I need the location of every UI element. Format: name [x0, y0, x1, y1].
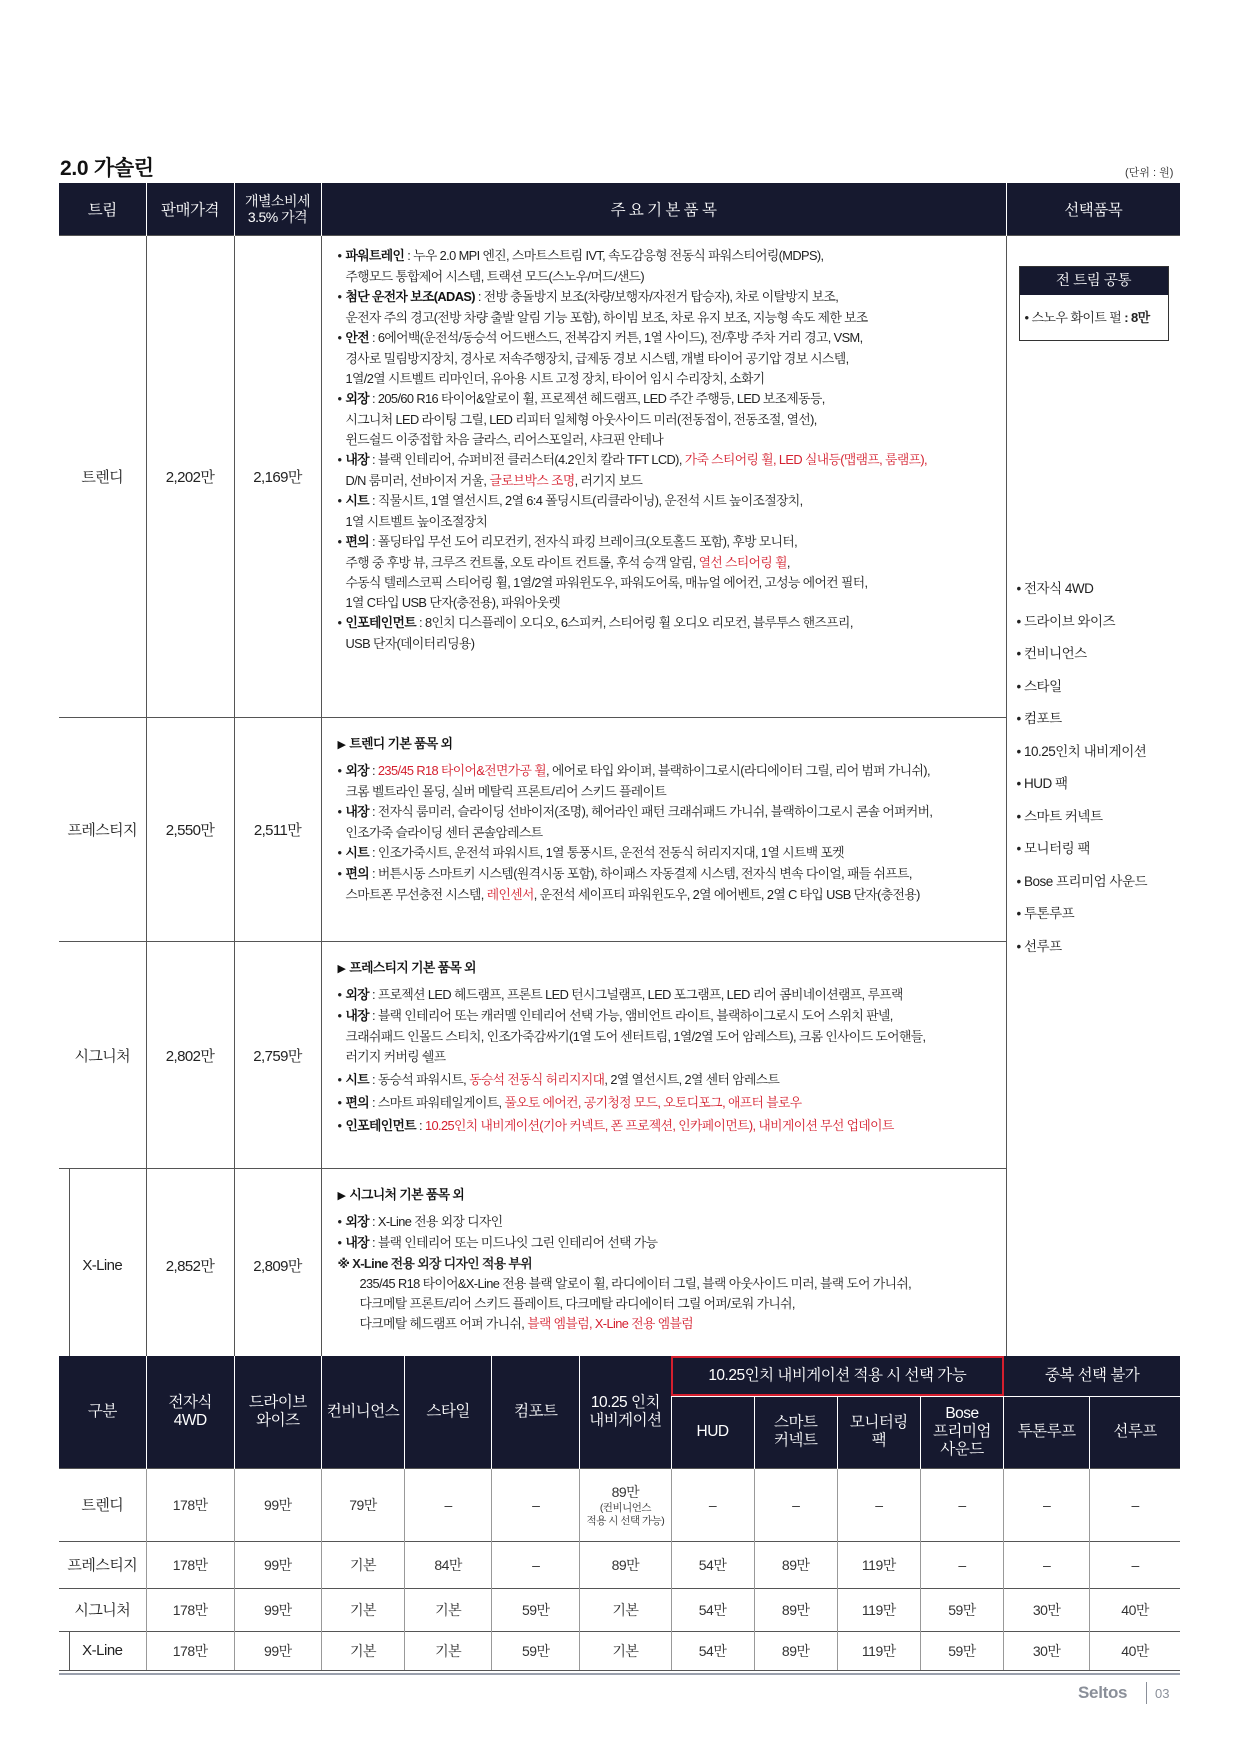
price-cell: 기본: [321, 1588, 404, 1631]
header-convenience: 컨비니언스: [321, 1356, 404, 1468]
price-cell: 89만: [580, 1541, 671, 1588]
header-features: 주 요 기 본 품 목: [321, 183, 1006, 236]
signature-features: ▶ 프레스티지 기본 품목 외 • 외장 : 프로젝션 LED 헤드램프, 프론트 LED 턴시그널램프, LED 포그램프, LED 리어 콤비네이션램프, 루프랙 • 내장 : 블랙 인테리어 또는 캐러멜 인테리어 선택 가능, 앰비언트 라이트, 블랙하이그로시 도어 스위치 판넬, 크래쉬패드 인몰드 스티치, 인조가죽감싸기(1열 도어 센터트림, 1열/2열 도어 암레스트), 크롬 인사이드 도어핸들, 러기지 커버링 쉘프 • 시트 : 동승석 파워시트, 동승석 전동식 허리지지대, 2열 열선시트, 2열 센터 암레스트 • 편의 : 스마트 파워테일게이트, 풀오토 에어컨, 공기청정 모드, 오토디포그, 애프터 블로우 • 인포테인먼트 : 10.25인치 내비게이션(기아 커넥트, 폰 프로젝션, 인카페이먼트), 내비게이션 무선 업데이트: [321, 942, 1006, 1169]
price-cell: 40만: [1090, 1631, 1180, 1670]
header-4wd: 전자식 4WD: [146, 1356, 234, 1468]
table-row: [59, 1468, 1180, 1541]
price-cell: 54만: [671, 1588, 754, 1631]
section-title: 2.0 가솔린: [60, 157, 154, 180]
header-two-tone-roof: 투톤루프: [1004, 1396, 1090, 1468]
price-cell: 84만: [405, 1541, 492, 1588]
trim-tax-price: 2,169만: [234, 236, 321, 718]
price-cell: –: [837, 1468, 920, 1541]
price-cell: 89만: [754, 1588, 837, 1631]
header-trim: 트림: [59, 183, 146, 236]
price-cell: 기본: [405, 1631, 492, 1670]
price-cell: 기본: [580, 1588, 671, 1631]
price-cell: 기본: [405, 1588, 492, 1631]
trim-name: 프레스티지: [59, 718, 146, 942]
footer-divider: [59, 1673, 1180, 1675]
trendy-features: • 파워트레인 : 누우 2.0 MPI 엔진, 스마트스트림 IVT, 속도감응형 전동식 파워스티어링(MDPS), 주행모드 통합제어 시스템, 트랙션 모드(스노우/머드/샌드) • 첨단 운전자 보조(ADAS) : 전방 충돌방지 보조(차량/보행자/자전거 탑승자), 차로 이탈방지 보조, 운전자 주의 경고(전방 차량 출발 알림 기능 포함), 하이빔 보조, 차로 유지 보조, 지능형 속도 제한 보조 • 안전 : 6에어백(운전석/동승석 어드밴스드, 전복감지 커튼, 1열 사이드), 전/후방 주차 거리 경고, VSM, 경사로 밀림방지장치, 경사로 저속주행장치, 급제동 경보 시스템, 개별 타이어 공기압 경보 시스템, 1열/2열 시트벨트 리마인더, 유아용 시트 고정 장치, 타이어 임시 수리장치, 소화기 • 외장 : 205/60 R16 타이어&알로이 휠, 프로젝션 헤드램프, LED 주간 주행등, LED 보조제동등, 시그니처 LED 라이팅 그릴, LED 리피터 일체형 아웃사이드 미러(전동접이, 전동조절, 열선), 윈드쉴드 이중접합 차음 글라스, 리어스포일러, 샤크핀 안테나 • 내장 : 블랙 인테리어, 슈퍼비전 클러스터(4.2인치 칼라 TFT LCD), 가죽 스티어링 휠, LED 실내등(맵램프, 룸램프), D/N 룸미러, 선바이저 거울, 글로브박스 조명, 러기지 보드 • 시트 : 직물시트, 1열 열선시트, 2열 6:4 폴딩시트(리클라이닝), 운전석 시트 높이조절장치, 1열 시트벨트 높이조절장치 • 편의 : 폴딩타입 무선 도어 리모컨키, 전자식 파킹 브레이크(오토홀드 포함), 후방 모니터, 주행 중 후방 뷰, 크루즈 컨트롤, 오토 라이트 컨트롤, 후석 승객 알림, 열선 스티어링 휠, 수동식 텔레스코픽 스티어링 휠, 1열/2열 파워윈도우, 파워도어록, 매뉴얼 에어컨, 고성능 에어컨 필터, 1열 C타입 USB 단자(충전용), 파워아웃렛 • 인포테인먼트 : 8인치 디스플레이 오디오, 6스피커, 스티어링 휠 오디오 리모컨, 블루투스 핸즈프리, USB 단자(데이터리딩용): [321, 236, 1006, 718]
header-price: 판매가격: [146, 183, 234, 236]
price-cell: –: [754, 1468, 837, 1541]
list-item: • 컴포트: [1016, 711, 1062, 726]
price-cell: 99만: [234, 1468, 321, 1541]
price-cell: 기본: [321, 1631, 404, 1670]
trim-price: 2,802만: [146, 942, 234, 1169]
header-smart-connect: 스마트 커넥트: [754, 1396, 837, 1468]
header-tax-price: 개별소비세 3.5% 가격: [234, 183, 321, 236]
price-cell: –: [1090, 1468, 1180, 1541]
header-bose: Bose 프리미엄 사운드: [920, 1396, 1003, 1468]
price-cell: 79만: [321, 1468, 404, 1541]
list-item: • 스타일: [1016, 678, 1062, 694]
brand-name: Seltos: [1078, 1683, 1128, 1702]
trim-tax-price: 2,759만: [234, 942, 321, 1169]
price-cell: 59만: [920, 1631, 1003, 1670]
list-item: • 스마트 커넥트: [1016, 808, 1103, 824]
trim-price: 2,202만: [146, 236, 234, 718]
price-cell: 30만: [1004, 1631, 1090, 1670]
table-row: [59, 1588, 1180, 1631]
price-cell: 178만: [146, 1588, 234, 1631]
price-cell: 178만: [146, 1468, 234, 1541]
list-item: • 10.25인치 내비게이션: [1016, 743, 1147, 759]
unit-label: (단위 : 원): [1125, 167, 1174, 179]
price-cell: –: [920, 1541, 1003, 1588]
trim-tax-price: 2,809만: [234, 1169, 321, 1362]
row-label: 트렌디: [59, 1468, 146, 1541]
trim-feature-table: [59, 183, 1180, 1362]
price-cell: 30만: [1004, 1588, 1090, 1631]
trim-price: 2,852만: [146, 1169, 234, 1362]
price-cell: 119만: [837, 1541, 920, 1588]
row-label: 프레스티지: [59, 1541, 146, 1588]
option-list: [1017, 579, 1171, 969]
list-item: • HUD 팩: [1016, 776, 1068, 791]
price-cell: 기본: [321, 1541, 404, 1588]
header-comfort: 컴포트: [492, 1356, 580, 1468]
header-monitoring-pack: 모니터링 팩: [837, 1396, 920, 1468]
page-number-divider: [1146, 1682, 1147, 1704]
header-group-navigation: 10.25인치 내비게이션 적용 시 선택 가능: [671, 1356, 1004, 1396]
list-item: • 모니터링 팩: [1016, 841, 1090, 856]
price-cell: 119만: [837, 1588, 920, 1631]
header-options: 선택품목: [1006, 183, 1180, 236]
price-cell: 기본: [580, 1631, 671, 1670]
price-cell: –: [405, 1468, 492, 1541]
options-column: [1006, 236, 1180, 1362]
price-cell: 178만: [146, 1541, 234, 1588]
common-options-box: [1019, 266, 1169, 341]
row-label: X-Line: [59, 1631, 146, 1670]
price-cell: –: [920, 1468, 1003, 1541]
option-price-table: [59, 1356, 1180, 1671]
price-cell: 119만: [837, 1631, 920, 1670]
header-hud: HUD: [671, 1396, 754, 1468]
header-style: 스타일: [405, 1356, 492, 1468]
header-row: [59, 183, 1180, 236]
price-cell: 89만 (컨비니언스 적용 시 선택 가능): [580, 1468, 671, 1541]
price-cell: 40만: [1090, 1588, 1180, 1631]
header-navigation: 10.25 인치 내비게이션: [580, 1356, 671, 1468]
trim-name: 트렌디: [59, 236, 146, 718]
header-sunroof: 선루프: [1090, 1396, 1180, 1468]
price-cell: 59만: [920, 1588, 1003, 1631]
price-cell: –: [492, 1468, 580, 1541]
price-cell: –: [1004, 1468, 1090, 1541]
list-item: • 컨비니언스: [1016, 646, 1087, 661]
price-cell: 54만: [671, 1541, 754, 1588]
price-cell: –: [1090, 1541, 1180, 1588]
list-item: • Bose 프리미엄 사운드: [1016, 873, 1148, 889]
header-group-exclusive: 중복 선택 불가: [1004, 1356, 1180, 1396]
price-cell: 54만: [671, 1631, 754, 1670]
price-cell: –: [1004, 1541, 1090, 1588]
trim-tax-price: 2,511만: [234, 718, 321, 942]
page-number: 03: [1155, 1686, 1170, 1701]
trim-name: 시그니처: [59, 942, 146, 1169]
table-row: [59, 236, 1180, 718]
common-options-heading: 전 트림 공통: [1020, 267, 1168, 295]
list-item: • 드라이브 와이즈: [1016, 613, 1116, 629]
trim-name: X-Line: [59, 1169, 146, 1362]
price-cell: 59만: [492, 1588, 580, 1631]
common-option-item: • 스노우 화이트 펄 : 8만: [1024, 310, 1150, 325]
xline-features: ▶ 시그니처 기본 품목 외 • 외장 : X-Line 전용 외장 디자인 • 내장 : 블랙 인테리어 또는 미드나잇 그린 인테리어 선택 가능 ※ X-Line 전용 외장 디자인 적용 부위 235/45 R18 타이어&X-Line 전용 블랙 알로이 휠, 라디에이터 그릴, 블랙 아웃사이드 미러, 블랙 도어 가니쉬, 다크메탈 프론트/리어 스키드 플레이트, 다크메탈 라디에이터 그릴 어퍼/로워 가니쉬, 다크메탈 헤드램프 어퍼 가니쉬, 블랙 엠블럼, X-Line 전용 엠블럼: [321, 1169, 1006, 1362]
row-label: 시그니처: [59, 1588, 146, 1631]
price-cell: 99만: [234, 1541, 321, 1588]
price-cell: 99만: [234, 1631, 321, 1670]
price-cell: 178만: [146, 1631, 234, 1670]
price-cell: –: [671, 1468, 754, 1541]
price-cell: 89만: [754, 1541, 837, 1588]
trim-price: 2,550만: [146, 718, 234, 942]
list-item: • 선루프: [1016, 938, 1062, 954]
table-row: [59, 1541, 1180, 1588]
prestige-features: ▶ 트렌디 기본 품목 외 • 외장 : 235/45 R18 타이어&전면가공 휠, 에어로 타입 와이퍼, 블랙하이그로시(라디에이터 그릴, 리어 범퍼 가니쉬), 크롬 벨트라인 몰딩, 실버 메탈릭 프론트/리어 스키드 플레이트 • 내장 : 전자식 룸미러, 슬라이딩 선바이저(조명), 헤어라인 패턴 크래쉬패드 가니쉬, 블랙하이그로시 콘솔 어퍼커버, 인조가죽 슬라이딩 센터 콘솔암레스트 • 시트 : 인조가죽시트, 운전석 파워시트, 1열 통풍시트, 운전석 전동식 허리지지대, 1열 시트백 포켓 • 편의 : 버튼시동 스마트키 시스템(원격시동 포함), 하이패스 자동결제 시스템, 전자식 변속 다이얼, 패들 쉬프트, 스마트폰 무선충전 시스템, 레인센서, 운전석 세이프티 파워윈도우, 2열 에어벤트, 2열 C 타입 USB 단자(충전용): [321, 718, 1006, 942]
header-row: [59, 1356, 1180, 1396]
price-cell: –: [492, 1541, 580, 1588]
price-cell: 89만: [754, 1631, 837, 1670]
table-row: [59, 1631, 1180, 1670]
list-item: • 투톤루프: [1016, 906, 1075, 921]
price-cell: 59만: [492, 1631, 580, 1670]
header-category: 구분: [59, 1356, 146, 1468]
price-cell: 99만: [234, 1588, 321, 1631]
header-drive-wise: 드라이브 와이즈: [234, 1356, 321, 1468]
list-item: • 전자식 4WD: [1016, 581, 1094, 596]
